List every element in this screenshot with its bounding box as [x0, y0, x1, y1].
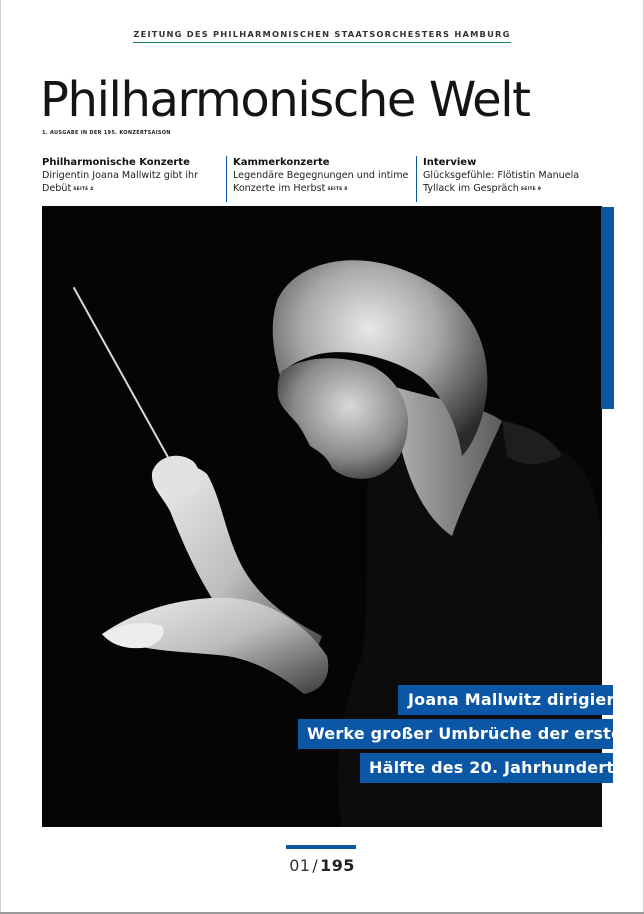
- teaser-page-ref: SEITE 4: [73, 187, 94, 192]
- issue-number: [286, 856, 358, 875]
- issue-no: 01: [289, 856, 311, 875]
- teaser-kammerkonzerte[interactable]: [226, 156, 416, 202]
- teaser-body: Dirigentin Joana Mallwitz gibt ihr Debüt: [42, 170, 199, 194]
- kicker-text: ZEITUNG DES PHILHARMONISCHEN STAATSORCHESTERS HAMBURG: [133, 29, 510, 43]
- headline-line-3: Hälfte des 20. Jahrhunderts: [360, 753, 613, 783]
- page-border-left: [0, 0, 1, 914]
- headline-line-2: Werke großer Umbrüche der ersten: [298, 719, 613, 749]
- headline-line-1: Joana Mallwitz dirigiert:: [398, 685, 613, 715]
- teaser-text: [42, 169, 220, 196]
- teaser-body: Legendäre Begegnungen und intime Konzerte im Herbst: [233, 170, 409, 194]
- issue-season: 195: [320, 856, 355, 875]
- teaser-page-ref: SEITE 9: [520, 187, 542, 192]
- teaser-title: Kammerkonzerte: [233, 157, 330, 168]
- issue-separator: /: [312, 856, 319, 875]
- teaser-text: [423, 169, 603, 196]
- teaser-row: [42, 156, 602, 202]
- teaser-title: Philharmonische Konzerte: [42, 157, 190, 168]
- teaser-interview[interactable]: [416, 156, 603, 202]
- teaser-body: Glücksgefühle: Flötistin Manuela Tyllack im Gespräch: [423, 170, 580, 194]
- teaser-text: [233, 169, 416, 196]
- teaser-philharmonische-konzerte[interactable]: [42, 156, 220, 202]
- teaser-title: Interview: [423, 157, 477, 168]
- accent-bar: [601, 207, 614, 409]
- newspaper-kicker: [0, 29, 644, 43]
- edition-line: 1. AUSGABE IN DER 195. KONZERTSAISON: [42, 130, 171, 136]
- masthead-title: Philharmonische Welt: [40, 72, 530, 128]
- issue-accent-bar: [286, 845, 356, 849]
- teaser-page-ref: SEITE 8: [327, 187, 348, 192]
